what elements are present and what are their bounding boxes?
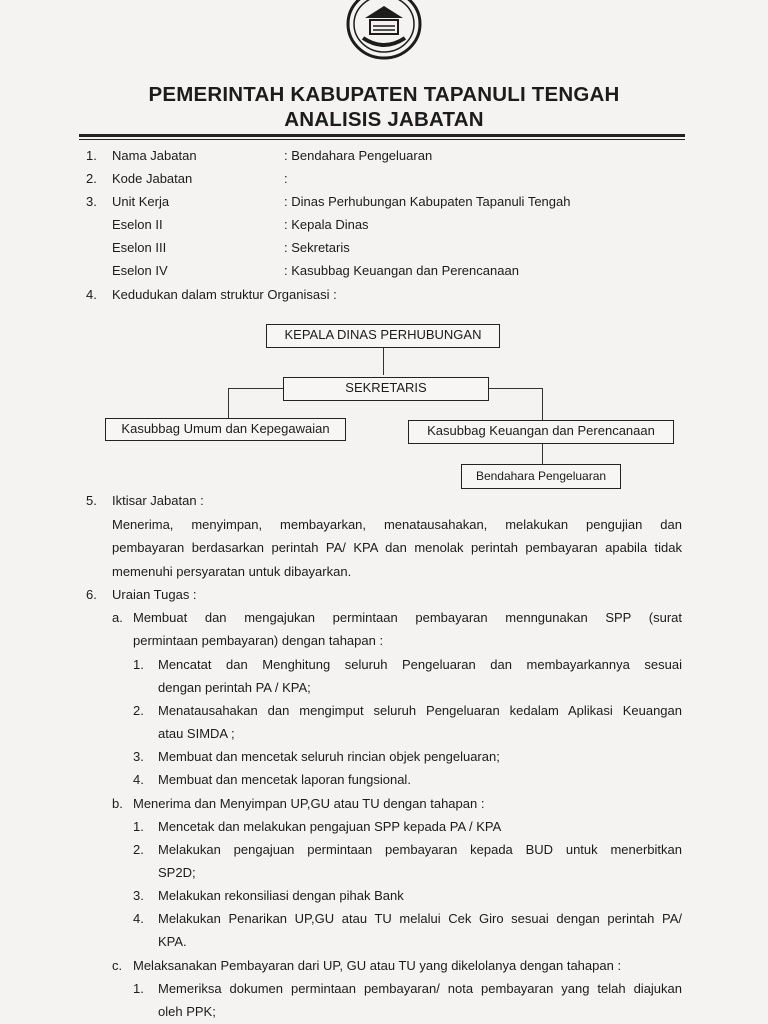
list-item-line: Membuat dan mencetak seluruh rincian objek pengeluaran; — [158, 749, 500, 764]
list-item-number: 2. — [133, 703, 144, 718]
org-box-secretary: SEKRETARIS — [283, 377, 489, 401]
list-item-line: Memeriksa dokumen permintaan pembayaran/ nota pembayaran yang telah diajukan — [158, 981, 682, 996]
org-connector — [228, 388, 284, 389]
org-connector — [228, 388, 229, 418]
org-box-right-unit: Kasubbag Keuangan dan Perencanaan — [408, 420, 674, 444]
field-number: 1. — [86, 148, 97, 163]
list-item-number: 4. — [133, 772, 144, 787]
list-item-number: 4. — [133, 911, 144, 926]
field-value: : Dinas Perhubungan Kabupaten Tapanuli Tengah — [284, 194, 571, 209]
document-title: PEMERINTAH KABUPATEN TAPANULI TENGAH — [148, 83, 620, 106]
field-label: Kode Jabatan — [112, 171, 193, 186]
list-item-number: 1. — [133, 981, 144, 996]
org-box-position: Bendahara Pengeluaran — [461, 464, 621, 489]
list-item-line: Melakukan rekonsiliasi dengan pihak Bank — [158, 888, 404, 903]
list-item-line: dengan perintah PA / KPA; — [158, 680, 311, 695]
subsection-line: permintaan pembayaran) dengan tahapan : — [133, 633, 384, 648]
document-subtitle: ANALISIS JABATAN — [284, 108, 484, 131]
field-number: 2. — [86, 171, 97, 186]
subsection-line: Membuat dan mengajukan permintaan pembayaran menngunakan SPP (surat — [133, 610, 682, 625]
list-item-line: Melakukan Penarikan UP,GU atau TU melalui Cek Giro sesuai dengan perintah PA/ — [158, 911, 682, 926]
org-connector — [383, 347, 384, 375]
list-item-line: oleh PPK; — [158, 1004, 216, 1019]
list-item-line: Mencetak dan melakukan pengajuan SPP kepada PA / KPA — [158, 819, 502, 834]
list-item-number: 3. — [133, 888, 144, 903]
subsection-letter: a. — [112, 610, 123, 625]
field-label: Eselon III — [112, 240, 167, 255]
field-value: : — [284, 171, 288, 186]
regency-emblem-icon — [343, 0, 425, 60]
field-value: : Kasubbag Keuangan dan Perencanaan — [284, 263, 519, 278]
field-value: : Kepala Dinas — [284, 217, 369, 232]
paragraph-line: Menerima, menyimpan, membayarkan, menatausahakan, melakukan pengujian dan — [112, 517, 682, 532]
list-item-line: Mencatat dan Menghitung seluruh Pengeluaran dan membayarkannya sesuai — [158, 657, 682, 672]
subsection-line: Melaksanakan Pembayaran dari UP, GU atau TU yang dikelolanya dengan tahapan : — [133, 958, 622, 973]
list-item-line: atau SIMDA ; — [158, 726, 235, 741]
org-box-left-unit: Kasubbag Umum dan Kepegawaian — [105, 418, 346, 441]
list-item-number: 2. — [133, 842, 144, 857]
section-heading: Uraian Tugas : — [112, 587, 197, 602]
org-connector — [488, 388, 542, 389]
org-connector — [542, 388, 543, 420]
subsection-letter: b. — [112, 796, 123, 811]
header-rule-thick — [79, 134, 685, 137]
list-item-number: 3. — [133, 749, 144, 764]
field-label: Eselon II — [112, 217, 163, 232]
field-value: : Sekretaris — [284, 240, 350, 255]
list-item-line: SP2D; — [158, 865, 196, 880]
field-label: Unit Kerja — [112, 194, 170, 209]
org-connector — [542, 443, 543, 464]
subsection-letter: c. — [112, 958, 123, 973]
list-item-number: 1. — [133, 657, 144, 672]
section-number: 4. — [86, 287, 97, 302]
paragraph-line: pembayaran berdasarkan perintah PA/ KPA dan menolak perintah pembayaran apabila tidak — [112, 540, 682, 555]
field-number: 3. — [86, 194, 97, 209]
list-item-line: KPA. — [158, 934, 187, 949]
list-item-line: Membuat dan mencetak laporan fungsional. — [158, 772, 411, 787]
list-item-line: Melakukan pengajuan permintaan pembayaran kepada BUD untuk menerbitkan — [158, 842, 682, 857]
list-item-line: Menatausahakan dan mengimput seluruh Pengeluaran kedalam Aplikasi Keuangan — [158, 703, 682, 718]
header-rule-thin — [79, 139, 685, 140]
field-value: : Bendahara Pengeluaran — [284, 148, 433, 163]
org-box-head: KEPALA DINAS PERHUBUNGAN — [266, 324, 500, 348]
subsection-line: Menerima dan Menyimpan UP,GU atau TU dengan tahapan : — [133, 796, 485, 811]
section-heading: Iktisar Jabatan : — [112, 493, 204, 508]
section-heading: Kedudukan dalam struktur Organisasi : — [112, 287, 337, 302]
section-number: 6. — [86, 587, 97, 602]
paragraph-line: memenuhi persyaratan untuk dibayarkan. — [112, 564, 352, 579]
list-item-number: 1. — [133, 819, 144, 834]
field-label: Nama Jabatan — [112, 148, 197, 163]
section-number: 5. — [86, 493, 97, 508]
field-label: Eselon IV — [112, 263, 168, 278]
